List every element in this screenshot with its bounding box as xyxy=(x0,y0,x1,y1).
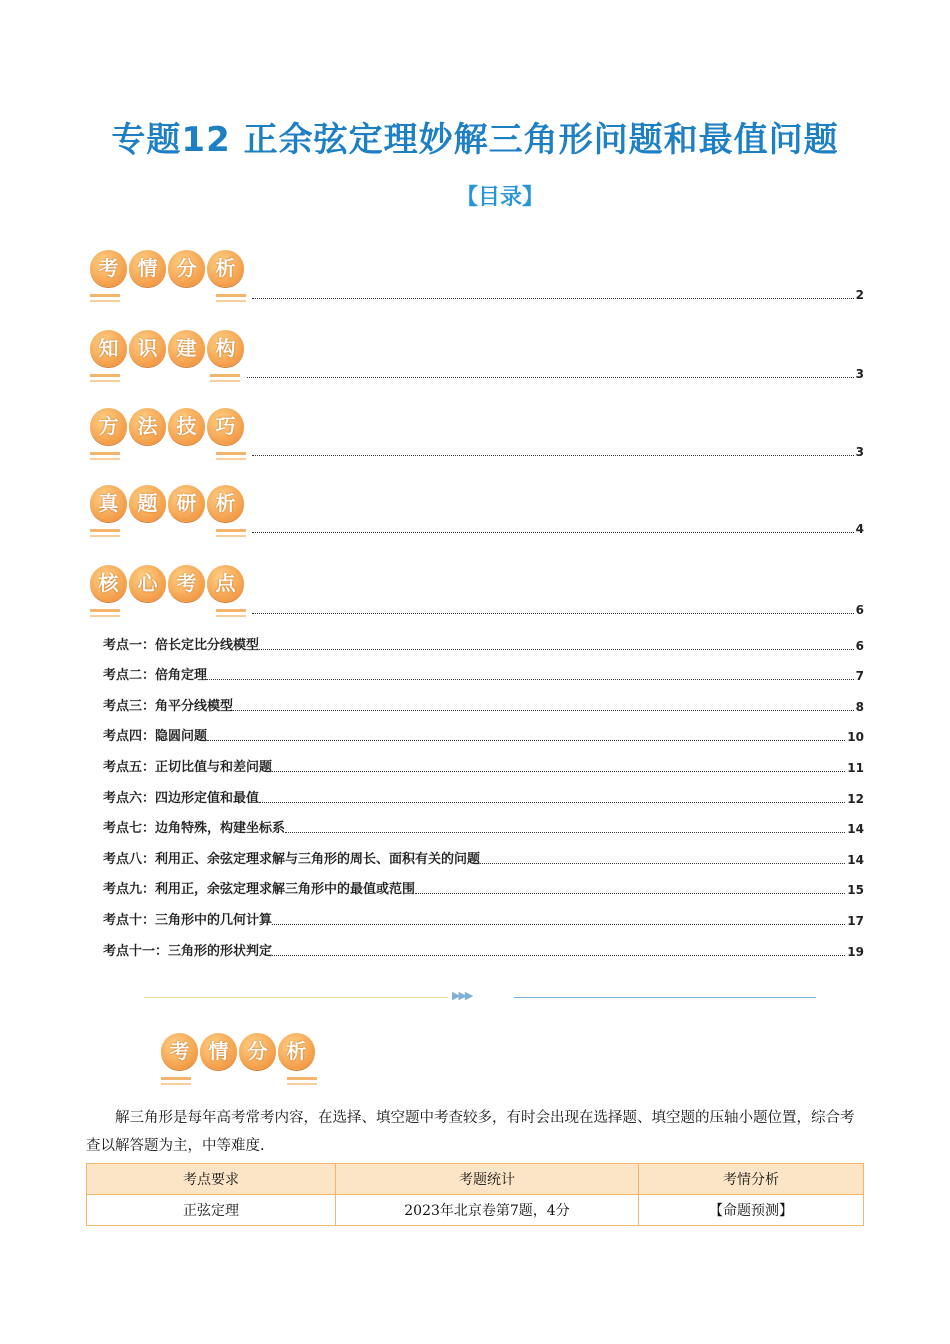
badge-char: 识 xyxy=(129,330,166,367)
toc-item[interactable] xyxy=(103,634,864,653)
toc-item-label: 考点三：角平分线模型 xyxy=(103,699,234,714)
toc-item-label: 考点十：三角形中的几何计算 xyxy=(103,913,273,928)
dot-leader xyxy=(252,612,854,614)
dot-leader xyxy=(480,862,845,864)
dot-leader xyxy=(247,376,854,378)
badge-char: 考 xyxy=(90,250,127,287)
dot-leader xyxy=(272,954,845,956)
badge-char: 析 xyxy=(207,250,244,287)
dot-leader xyxy=(233,709,854,711)
page-number: 6 xyxy=(855,603,864,617)
toc-item-label: 考点二：倍角定理 xyxy=(103,668,208,683)
table-header: 考题统计 xyxy=(336,1164,639,1195)
badge-char: 析 xyxy=(207,485,244,522)
badge-char: 技 xyxy=(168,408,205,445)
badge-char: 分 xyxy=(168,250,205,287)
badge-char: 研 xyxy=(168,485,205,522)
toc-item-label: 考点九：利用正，余弦定理求解三角形中的最值或范围 xyxy=(103,882,416,897)
document-title: 专题12 正余弦定理妙解三角形问题和最值问题 xyxy=(111,120,839,160)
toc-row-kaoqing[interactable] xyxy=(252,288,864,302)
page-number: 15 xyxy=(847,883,864,897)
toc-item-label: 考点七：边角特殊，构建坐标系 xyxy=(103,821,286,836)
page-number: 12 xyxy=(847,792,864,806)
page-number: 10 xyxy=(847,730,864,744)
dot-leader xyxy=(207,678,854,680)
page-number: 14 xyxy=(847,853,864,867)
badge-char: 考 xyxy=(161,1033,198,1070)
toc-row-zhishi[interactable] xyxy=(247,367,864,381)
badge-char: 建 xyxy=(168,330,205,367)
badge-char: 构 xyxy=(207,330,244,367)
badge-kaoqing xyxy=(90,250,244,304)
toc-item-label: 考点五：正切比值与和差问题 xyxy=(103,760,273,775)
table-cell: 2023年北京卷第7题，4分 xyxy=(336,1195,639,1226)
badge-fangfa xyxy=(90,408,244,462)
toc-row-fangfa[interactable] xyxy=(252,445,864,459)
dot-leader xyxy=(252,297,854,299)
toc-item-label: 考点四：隐圆问题 xyxy=(103,729,208,744)
page-number: 3 xyxy=(855,367,864,381)
dot-leader xyxy=(415,892,845,894)
dot-leader xyxy=(207,739,845,741)
dot-leader xyxy=(272,770,845,772)
page-number: 11 xyxy=(847,761,864,775)
badge-body-kaoqing xyxy=(161,1033,315,1087)
page-number: 6 xyxy=(855,639,864,653)
page-number: 3 xyxy=(855,445,864,459)
toc-item-label: 考点一：倍长定比分线模型 xyxy=(103,638,260,653)
analysis-table xyxy=(86,1163,864,1226)
badge-zhishi xyxy=(90,330,244,384)
badge-hexin xyxy=(90,565,244,619)
toc-heading: 【目录】 xyxy=(455,185,544,210)
toc-item-label: 考点十一：三角形的形状判定 xyxy=(103,944,273,959)
badge-char: 题 xyxy=(129,485,166,522)
page-number: 4 xyxy=(855,522,864,536)
toc-row-hexin[interactable] xyxy=(252,603,864,617)
toc-item[interactable] xyxy=(103,725,864,744)
table-cell: 正弦定理 xyxy=(87,1195,336,1226)
badge-char: 析 xyxy=(278,1033,315,1070)
badge-char: 点 xyxy=(207,565,244,602)
toc-item-label: 考点六：四边形定值和最值 xyxy=(103,791,260,806)
toc-item[interactable] xyxy=(103,848,864,867)
toc-item[interactable] xyxy=(103,817,864,836)
badge-char: 法 xyxy=(129,408,166,445)
toc-item[interactable] xyxy=(103,695,864,714)
dot-leader xyxy=(285,831,845,833)
badge-char: 真 xyxy=(90,485,127,522)
separator-line-left xyxy=(144,997,448,998)
table-row xyxy=(87,1195,864,1226)
toc-item[interactable] xyxy=(103,909,864,928)
table-header: 考情分析 xyxy=(639,1164,864,1195)
badge-char: 考 xyxy=(168,565,205,602)
dot-leader xyxy=(259,801,845,803)
separator-arrows-icon: ▶▶▶ xyxy=(452,989,472,1002)
toc-item[interactable] xyxy=(103,756,864,775)
toc-item[interactable] xyxy=(103,787,864,806)
dot-leader xyxy=(252,454,854,456)
page-number: 19 xyxy=(847,945,864,959)
page-number: 8 xyxy=(855,700,864,714)
toc-item[interactable] xyxy=(103,878,864,897)
badge-char: 情 xyxy=(200,1033,237,1070)
intro-paragraph: 解三角形是每年高考常考内容，在选择、填空题中考查较多，有时会出现在选择题、填空题的压轴小题位置，综合考查以解答题为主，中等难度. xyxy=(86,1110,855,1154)
table-cell: 【命题预测】 xyxy=(639,1195,864,1226)
page-number: 14 xyxy=(847,822,864,836)
badge-char: 分 xyxy=(239,1033,276,1070)
badge-char: 方 xyxy=(90,408,127,445)
badge-char: 巧 xyxy=(207,408,244,445)
toc-row-zhenti[interactable] xyxy=(252,522,864,536)
toc-item[interactable] xyxy=(103,940,864,959)
badge-char: 核 xyxy=(90,565,127,602)
dot-leader xyxy=(259,648,854,650)
page-number: 7 xyxy=(855,669,864,683)
badge-char: 知 xyxy=(90,330,127,367)
table-header-row xyxy=(87,1164,864,1195)
page-number: 17 xyxy=(847,914,864,928)
badge-zhenti xyxy=(90,485,244,539)
toc-item[interactable] xyxy=(103,664,864,683)
badge-char: 情 xyxy=(129,250,166,287)
dot-leader xyxy=(252,531,854,533)
page-number: 2 xyxy=(855,288,864,302)
separator-line-right xyxy=(514,997,816,998)
table-header: 考点要求 xyxy=(87,1164,336,1195)
badge-char: 心 xyxy=(129,565,166,602)
toc-item-label: 考点八：利用正、余弦定理求解与三角形的周长、面积有关的问题 xyxy=(103,852,481,867)
dot-leader xyxy=(272,923,845,925)
